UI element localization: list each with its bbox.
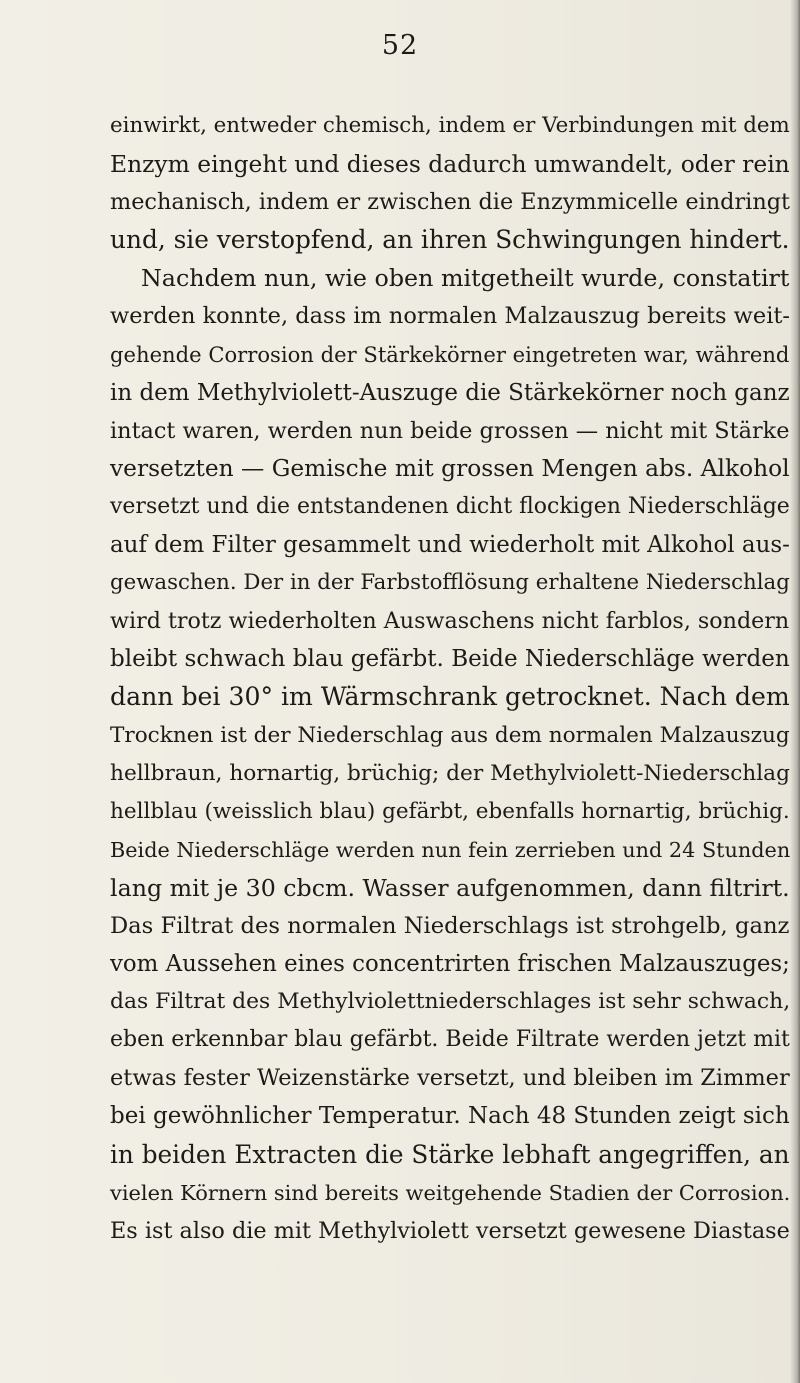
text-line: hellbraun, hornartig, brüchig; der Methylviolett-Niederschlag: [110, 760, 790, 786]
text-line: gewaschen. Der in der Farbstofflösung erhaltene Niederschlag: [110, 570, 790, 596]
text-line: eben erkennbar blau gefärbt. Beide Filtrate werden jetzt mit: [110, 1027, 790, 1053]
paragraph-start-line: Nachdem nun, wie oben mitgetheilt wurde, constatirt: [141, 264, 790, 293]
text-line: auf dem Filter gesammelt und wiederholt mit Alkohol aus-: [110, 532, 790, 559]
text-line: lang mit je 30 cbcm. Wasser aufgenommen, dann filtrirt.: [110, 873, 790, 902]
text-line: dann bei 30° im Wärmschrank getrocknet. Nach dem: [110, 682, 790, 712]
text-line: wird trotz wiederholten Auswaschens nicht farblos, sondern: [110, 608, 790, 635]
text-line: versetzt und die entstandenen dicht flockigen Niederschläge: [110, 493, 790, 519]
text-line: etwas fester Weizenstärke versetzt, und bleiben im Zimmer: [110, 1065, 790, 1092]
text-line: Beide Niederschläge werden nun fein zerrieben und 24 Stunden: [110, 837, 791, 862]
text-line: Trocknen ist der Niederschlag aus dem normalen Malzauszug: [110, 722, 790, 748]
text-line: versetzten — Gemische mit grossen Mengen abs. Alkohol: [110, 454, 790, 482]
text-line: einwirkt, entweder chemisch, indem er Verbindungen mit dem: [110, 113, 790, 138]
text-line: gehende Corrosion der Stärkekörner eingetreten war, während: [110, 341, 790, 367]
page-binding-edge: [790, 0, 800, 1383]
text-line: und, sie verstopfend, an ihren Schwingungen hindert.: [110, 225, 790, 255]
text-line: werden konnte, dass im normalen Malzauszug bereits weit-: [110, 303, 791, 330]
text-line: das Filtrat des Methylviolettniederschlages ist sehr schwach,: [110, 989, 791, 1015]
text-line: in dem Methylviolett-Auszuge die Stärkekörner noch ganz: [110, 379, 790, 406]
page-number: 52: [381, 30, 419, 61]
text-line: Das Filtrat des normalen Niederschlags ist strohgelb, ganz: [110, 912, 790, 939]
text-line: hellblau (weisslich blau) gefärbt, ebenfalls hornartig, brüchig.: [110, 798, 790, 824]
text-line: bei gewöhnlicher Temperatur. Nach 48 Stunden zeigt sich: [110, 1103, 790, 1130]
text-line: in beiden Extracten die Stärke lebhaft angegriffen, an: [110, 1139, 790, 1169]
text-line: Enzym eingeht und dieses dadurch umwandelt, oder rein: [110, 150, 790, 179]
text-line: vom Aussehen eines concentrirten frischen Malzauszuges;: [110, 951, 790, 978]
text-line: vielen Körnern sind bereits weitgehende Stadien der Corrosion.: [110, 1180, 791, 1205]
body-text: [110, 107, 790, 1250]
text-line: intact waren, werden nun beide grossen — nicht mit Stärke: [110, 417, 790, 444]
text-line: Es ist also die mit Methylviolett versetzt gewesene Diastase: [110, 1217, 790, 1244]
text-line: bleibt schwach blau gefärbt. Beide Niederschläge werden: [110, 646, 790, 673]
text-line: mechanisch, indem er zwischen die Enzymmicelle eindringt: [110, 189, 791, 216]
